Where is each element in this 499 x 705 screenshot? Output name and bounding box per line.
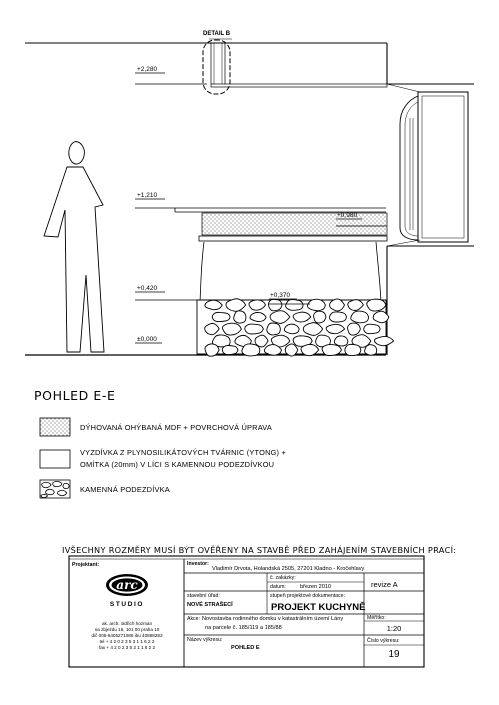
right-wall xyxy=(387,43,474,84)
arc-logo xyxy=(106,574,148,608)
legend xyxy=(40,418,286,498)
legend-item-ytong xyxy=(40,448,286,469)
investor-label: Investor: xyxy=(187,561,209,567)
level-0420 xyxy=(135,285,197,300)
cislo-value: 19 xyxy=(388,649,400,660)
svg-text:DÝHOVANÁ OHÝBANÁ MDF + POVRCHO: DÝHOVANÁ OHÝBANÁ MDF + POVRCHOVÁ ÚPRAVA xyxy=(80,423,272,432)
stone xyxy=(307,299,325,311)
legend-item-stone xyxy=(40,480,170,498)
investor-value: Vladimír Drvota, Holandská 2505, 27201 Kladno - Kročehlavy xyxy=(212,566,365,572)
cislo-label: Číslo výkresu: xyxy=(367,638,400,644)
stone xyxy=(212,312,230,321)
svg-text:OMÍTKA (20mm) V LÍCI S KAMENNO: OMÍTKA (20mm) V LÍCI S KAMENNOU PODEZDÍVKOU xyxy=(80,460,275,469)
stone xyxy=(286,300,303,311)
stone xyxy=(57,490,66,495)
svg-text:KAMENNÁ PODEZDÍVKA: KAMENNÁ PODEZDÍVKA xyxy=(80,485,170,494)
stone xyxy=(53,482,62,487)
address-block xyxy=(91,621,162,650)
stone xyxy=(284,324,299,334)
svg-text:+2,280: +2,280 xyxy=(137,66,158,73)
upper-shelf xyxy=(211,43,387,87)
logo-text: arc xyxy=(116,578,138,592)
elevation-view xyxy=(25,31,474,356)
zakazky-label: č. zakázky: xyxy=(270,575,296,581)
mdf-panel xyxy=(202,213,387,235)
nazev-label: Název výkresu: xyxy=(187,637,223,643)
level-2280 xyxy=(135,66,207,84)
svg-text:na zbjezdu 16, 101 00 praha: na zbjezdu 16, 101 00 praha 10 xyxy=(94,627,160,632)
akce-line2: na parcele č. 185/119 a 185/88 xyxy=(205,625,282,631)
stone-masonry xyxy=(197,299,394,356)
stone xyxy=(41,494,48,497)
stone xyxy=(329,312,346,322)
level-0000 xyxy=(135,336,162,343)
title-block xyxy=(62,544,456,667)
stone xyxy=(267,323,281,335)
stone xyxy=(245,324,264,334)
legend-swatch-dotted xyxy=(40,418,70,436)
svg-text:fax + 4 2 0 2 3 5 3 1 1 6: fax + 4 2 0 2 3 5 3 1 1 6 2 2 xyxy=(98,645,156,650)
stupen-value: PROJEKT KUCHYNĚ xyxy=(271,602,366,613)
detail-b-label: DETAIL B xyxy=(203,31,231,37)
projektant-label: Projektant: xyxy=(72,562,100,568)
svg-text:+0,980: +0,980 xyxy=(337,212,358,219)
stone xyxy=(334,336,348,346)
stone xyxy=(364,324,381,334)
ytong-pillar xyxy=(200,242,381,302)
urad-value: NOVÉ STRAŠECÍ xyxy=(187,602,233,608)
logo-studio: STUDIO xyxy=(109,601,145,608)
nazev-value: POHLED E xyxy=(231,645,260,651)
legend-swatch-blank xyxy=(40,450,70,468)
stupen-label: stupeň projektové dokumentace: xyxy=(270,593,345,599)
warning-text: IVŠECHNY ROZMĚRY MUSÍ BÝT OVĚŘENY NA STAVBĚ PŘED ZAHÁJENÍM STAVEBNÍCH PRACÍ: xyxy=(62,545,457,555)
stone xyxy=(63,483,69,488)
svg-text:dič 005-6405271086 ibu 4086828: dič 005-6405271086 ibu 40868283 xyxy=(91,633,163,638)
right-wall-lower xyxy=(387,246,474,355)
window-unit xyxy=(387,84,468,246)
svg-text:±0,000: ±0,000 xyxy=(137,336,157,343)
svg-text:+0,370: +0,370 xyxy=(270,292,291,299)
legend-item-mdf xyxy=(40,418,272,436)
stone xyxy=(345,344,361,355)
stone xyxy=(351,311,369,323)
stone xyxy=(242,344,260,356)
stone xyxy=(268,299,282,311)
stone xyxy=(46,489,55,494)
svg-text:ak. arch. oldřich hozman: ak. arch. oldřich hozman xyxy=(101,621,153,626)
svg-text:+0,420: +0,420 xyxy=(137,285,158,292)
view-title: POHLED E-E xyxy=(34,388,116,403)
stone xyxy=(374,336,393,345)
akce-line1: Novostavba rodinného domku v katastrálním území Lány xyxy=(202,616,344,622)
level-1210 xyxy=(135,192,175,208)
datum-value: březen 2010 xyxy=(300,584,332,590)
svg-text:tel + 4 2 0 2 3 5 3 1 1 6: tel + 4 2 0 2 3 5 3 1 1 6 2 2 xyxy=(99,639,155,644)
stone xyxy=(42,482,51,487)
akce-label: Akce: xyxy=(187,616,200,622)
meritko-label: Měřítko: xyxy=(367,615,386,621)
stone xyxy=(222,345,238,354)
stone xyxy=(314,311,326,323)
stone xyxy=(365,345,377,356)
stone xyxy=(234,311,246,323)
urad-label: stavební úřad: xyxy=(187,593,220,599)
svg-text:+1,210: +1,210 xyxy=(137,192,158,199)
svg-text:VYZDÍVKA Z PLYNOSILIKÁTOVÝCH T: VYZDÍVKA Z PLYNOSILIKÁTOVÝCH TVÁRNIC (YTONG) + xyxy=(80,448,286,457)
stone xyxy=(322,345,341,356)
meritko-value: 1:20 xyxy=(386,624,402,633)
revize-value: revize A xyxy=(371,580,398,589)
human-figure xyxy=(44,142,104,352)
datum-label: datum: xyxy=(270,584,286,590)
stone xyxy=(348,323,361,335)
